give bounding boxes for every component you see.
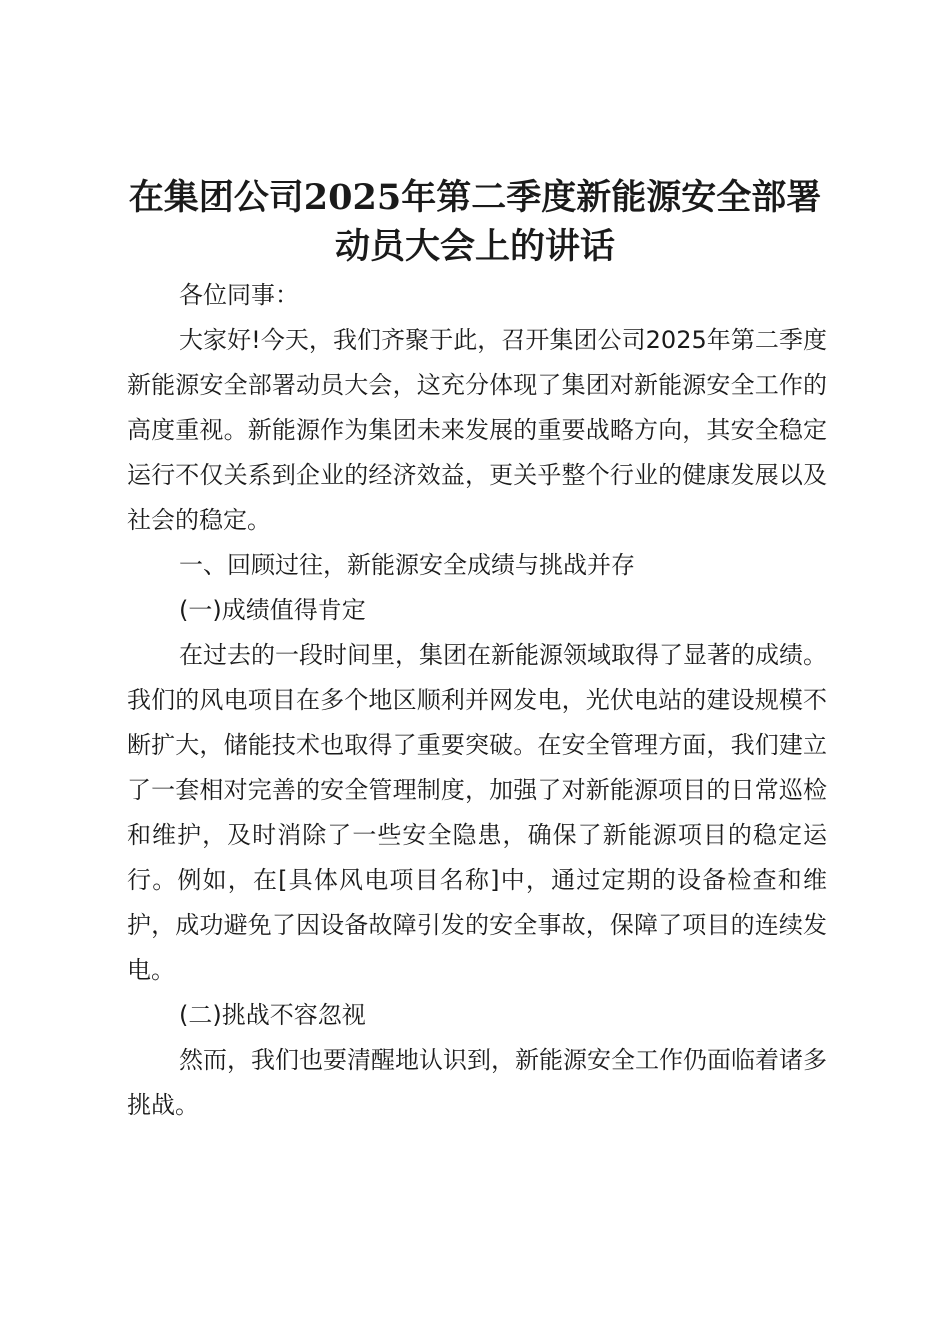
section-heading-1: 一、回顾过往，新能源安全成绩与挑战并存: [179, 551, 635, 579]
paragraph-challenges: 然而，我们也要清醒地认识到，新能源安全工作仍面临着诸多挑战。: [127, 1046, 827, 1119]
document-title-line-2: 动员大会上的讲话: [334, 226, 615, 267]
salutation: 各位同事：: [179, 281, 299, 309]
subsection-heading-achievements: (一)成绩值得肯定: [179, 596, 366, 624]
document-title-line-1: 在集团公司2025年第二季度新能源安全部署: [128, 177, 822, 218]
paragraph-achievements: 在过去的一段时间里，集团在新能源领域取得了显著的成绩。我们的风电项目在多个地区顺利并网发电，光伏电站的建设规模不断扩大，储能技术也取得了重要突破。在安全管理方面，我们建立了一套相对完善的安全管理制度，加强了对新能源项目的日常巡检和维护，及时消除了一些安全隐患，确保了新能源项目的稳定运行。例如，在[具体风电项目名称]中，通过定期的设备检查和维护，成功避免了因设备故障引发的安全事故，保障了项目的连续发电。: [127, 641, 827, 984]
paragraph-intro: 大家好!今天，我们齐聚于此，召开集团公司2025年第二季度新能源安全部署动员大会，这充分体现了集团对新能源安全工作的高度重视。新能源作为集团未来发展的重要战略方向，其安全稳定运行不仅关系到企业的经济效益，更关乎整个行业的健康发展以及社会的稳定。: [127, 326, 827, 534]
subsection-heading-challenges: (二)挑战不容忽视: [179, 1001, 366, 1029]
